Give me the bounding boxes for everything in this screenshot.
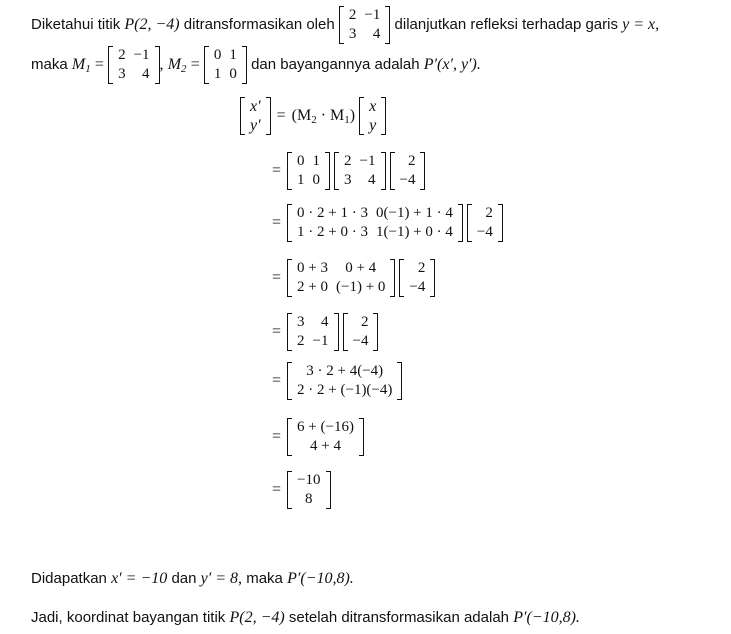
- matrix-p: [390, 152, 426, 190]
- m-cell: 4: [142, 66, 150, 82]
- m-cell: −1: [133, 47, 150, 63]
- m-cell: 0(−1) + 1 · 4: [375, 205, 453, 221]
- product-expression: (M2 · M1): [291, 106, 356, 126]
- m-cell: 2 · 2 + (−1)(−4): [297, 382, 393, 398]
- m-cell: 4: [368, 172, 376, 188]
- final-point: P′(−10,8).: [513, 609, 580, 626]
- eq-sign: =: [272, 269, 282, 286]
- m-cell: −4: [399, 172, 416, 188]
- m-cell: −4: [476, 224, 493, 240]
- result-point: P′(−10,8).: [287, 570, 354, 587]
- eq-sign: =: [272, 428, 282, 445]
- m-cell: 0 · 2 + 1 · 3: [297, 205, 368, 221]
- intro-line-2: [31, 46, 481, 84]
- matrix-transform: [339, 6, 390, 44]
- m-cell: 0 + 4: [345, 260, 377, 276]
- intro-text-2: ditransformasikan oleh: [183, 15, 335, 33]
- m-cell: −1: [312, 333, 329, 349]
- m-cell: x: [369, 98, 377, 115]
- matrix-step8: [287, 471, 330, 509]
- m-cell: 3: [344, 172, 352, 188]
- eq-sign: =: [190, 55, 200, 73]
- matrix-m2: [204, 46, 247, 84]
- m-cell: x′: [250, 98, 261, 115]
- line-equation: y = x,: [622, 15, 660, 33]
- m-cell: 0: [213, 47, 222, 63]
- m2-label: M2: [167, 55, 187, 75]
- m-cell: 8: [305, 491, 313, 507]
- m-cell: 4: [321, 314, 329, 330]
- matrix-p: [467, 204, 503, 242]
- x-value: x′ = −10: [111, 570, 168, 587]
- m-cell: 3: [348, 26, 357, 42]
- m-cell: −1: [359, 153, 376, 169]
- eq-sign: =: [272, 214, 282, 231]
- matrix-step3: [287, 204, 463, 242]
- intro-text-4: maka: [31, 55, 68, 73]
- matrix-step5: [287, 313, 338, 351]
- m-cell: 1: [229, 47, 237, 63]
- m-cell: y′: [250, 117, 261, 134]
- m-cell: 3: [297, 314, 305, 330]
- m-cell: 2: [485, 205, 493, 221]
- eq-sign: =: [272, 323, 282, 340]
- m-cell: y: [369, 117, 377, 134]
- m-cell: −10: [297, 472, 321, 488]
- m-cell: 2: [297, 333, 305, 349]
- m-cell: −4: [352, 333, 369, 349]
- matrix-p: [343, 313, 379, 351]
- m-cell: 1: [312, 153, 321, 169]
- intro-text-1: Diketahui titik: [31, 15, 121, 33]
- matrix-m2: [287, 152, 330, 190]
- m-cell: 2: [407, 153, 416, 169]
- conclusion-text-5: setelah ditransformasikan adalah: [288, 609, 510, 626]
- conclusion-line-1: [31, 570, 354, 588]
- step-4: [266, 259, 435, 297]
- point-p: P(2, −4): [124, 15, 180, 33]
- m-cell: 1: [213, 66, 222, 82]
- step-8: [266, 471, 331, 509]
- m-cell: 1 · 2 + 0 · 3: [297, 224, 368, 240]
- m-cell: 6 + (−16): [297, 419, 354, 435]
- step-7: [266, 418, 364, 456]
- step-5: [266, 313, 378, 351]
- m-cell: −4: [409, 279, 426, 295]
- m-cell: 4: [372, 26, 381, 42]
- m-cell: 0: [312, 172, 321, 188]
- m-cell: 1(−1) + 0 · 4: [375, 224, 453, 240]
- m-cell: 2: [118, 47, 126, 63]
- step-1: [240, 97, 386, 135]
- m-cell: 2 + 0: [297, 279, 328, 295]
- eq-sign: =: [272, 481, 282, 498]
- step-2: [266, 152, 425, 190]
- intro-text-5: dan bayangannya adalah: [251, 55, 420, 73]
- matrix-m1: [108, 46, 159, 84]
- conclusion-line-2: [31, 609, 580, 627]
- image-point: P′(x′, y′).: [423, 55, 481, 73]
- m-cell: 4 + 4: [310, 438, 341, 454]
- m-cell: (−1) + 0: [336, 279, 386, 295]
- comma: ,: [159, 55, 164, 73]
- matrix-p: [399, 259, 435, 297]
- conclusion-text-4: Jadi, koordinat bayangan titik: [31, 609, 226, 626]
- m-cell: 3 · 2 + 4(−4): [306, 363, 384, 379]
- intro-text-3: dilanjutkan refleksi terhadap garis: [394, 15, 618, 33]
- eq-sign: =: [272, 162, 282, 179]
- eq-sign: =: [276, 107, 286, 124]
- m-cell: −1: [364, 7, 381, 23]
- m-cell: 2: [344, 153, 352, 169]
- step-3: [266, 204, 503, 242]
- m-cell: 0: [229, 66, 237, 82]
- eq-sign: =: [94, 55, 104, 73]
- m-cell: 0 + 3: [297, 260, 328, 276]
- m-cell: 2: [360, 314, 369, 330]
- m-cell: 2: [348, 7, 357, 23]
- m-cell: 1: [297, 172, 305, 188]
- m-cell: 2: [417, 260, 426, 276]
- conclusion-text-3: maka: [246, 570, 283, 587]
- matrix-step7: [287, 418, 364, 456]
- step-6: [266, 362, 402, 400]
- matrix-xy: [359, 97, 386, 135]
- m1-label: M1: [71, 55, 91, 75]
- matrix-m1: [334, 152, 385, 190]
- conclusion-text-1: Didapatkan: [31, 570, 107, 587]
- matrix-xy-prime: [240, 97, 271, 135]
- matrix-step4: [287, 259, 395, 297]
- m-cell: 0: [297, 153, 305, 169]
- eq-sign: =: [272, 372, 282, 389]
- point-p: P(2, −4): [229, 609, 285, 626]
- intro-line-1: [31, 6, 659, 44]
- conclusion-text-2: dan: [171, 570, 197, 587]
- y-value: y′ = 8,: [200, 570, 243, 587]
- matrix-step6: [287, 362, 402, 400]
- m-cell: 3: [118, 66, 126, 82]
